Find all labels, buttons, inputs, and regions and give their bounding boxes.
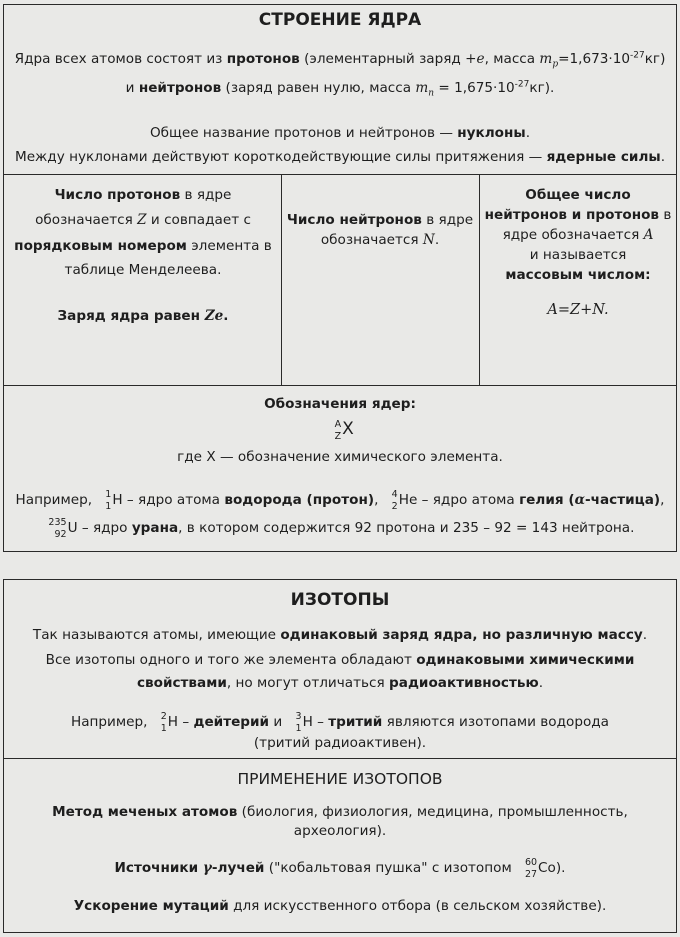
neutrons-line-1: Число нейтронов в ядре <box>286 212 474 228</box>
nuclide-symbol: 235 92 <box>48 517 67 540</box>
isotopes-line-3: свойствами, но могут отличаться радиоактивностью. <box>136 675 544 691</box>
nuclide-symbol: 1 1 <box>105 489 112 512</box>
isotopes-line-5: (тритий радиоактивен). <box>253 735 427 751</box>
example-line-2: 235 92 U – ядро урана, в котором содержится 92 протона и 235 – 92 = 143 нейтрона. <box>0 518 680 537</box>
applications-line-1: Метод меченых атомов (биология, физиология, медицина, промышленность, <box>52 804 628 820</box>
mass-formula: A=Z+N. <box>547 302 609 318</box>
nuclide-symbol: 4 2 <box>391 489 398 512</box>
isotopes-line-1: Так называются атомы, имеющие одинаковый заряд ядра, но различную массу. <box>32 627 648 643</box>
divider <box>3 174 677 175</box>
divider <box>3 385 677 386</box>
notation-title: Обозначения ядер: <box>264 396 416 412</box>
nuclide-symbol: 60 27 <box>524 857 538 880</box>
protons-line-4: таблице Менделеева. <box>64 262 222 278</box>
nucleon-line-1: Общее название протонов и нейтронов — нуклоны. <box>149 125 531 141</box>
intro-line-1: Ядра всех атомов состоят из протонов (элементарный заряд +e, масса $m_p=1,673\cdot 10^{-27}кг$) <box>14 50 666 70</box>
nuclide-symbol: 2 1 <box>160 711 167 734</box>
mass-line-2: нейтронов и протонов в <box>484 207 672 223</box>
nuclide-symbol: 3 1 <box>295 711 302 734</box>
nucleon-line-2: Между нуклонами действуют короткодействующие силы притяжения — ядерные силы. <box>14 149 666 165</box>
nuclide-symbol: A Z <box>334 419 342 442</box>
mass-line-5: массовым числом: <box>505 267 651 283</box>
applications-line-2: археология). <box>293 823 387 839</box>
isotopes-line-2: Все изотопы одного и того же элемента обладают одинаковыми химическими <box>45 652 635 668</box>
example-line-1: Например, 1 1 H – ядро атома водорода (протон), 4 2 He – ядро атома гелия (α-частица), <box>15 489 665 512</box>
applications-title: ПРИМЕНЕНИЕ ИЗОТОПОВ <box>237 770 443 788</box>
structure-title: СТРОЕНИЕ ЯДРА <box>258 10 422 30</box>
mass-line-1: Общее число <box>525 187 631 203</box>
neutrons-line-2: обозначается N. <box>320 232 440 248</box>
intro-line-2: и нейтронов (заряд равен нулю, масса $m_n = 1,675\cdot 10^{-27}кг$). <box>125 79 555 99</box>
notation-symbol: A Z X <box>0 420 680 438</box>
protons-line-2: обозначается Z и совпадает с <box>35 212 251 228</box>
applications-line-3: Источники γ-лучей ("кобальтовая пушка" с изотопом 60 27 Co). <box>114 857 566 880</box>
divider <box>3 758 677 759</box>
protons-line-3: порядковым номером элемента в <box>14 238 272 254</box>
notation-desc: где X — обозначение химического элемента. <box>177 449 503 465</box>
mass-line-3: ядре обозначается A <box>502 227 654 243</box>
applications-line-4: Ускорение мутаций для искусственного отбора (в сельском хозяйстве). <box>73 898 607 914</box>
divider <box>281 174 282 385</box>
nucleus-charge: Заряд ядра равен Ze. <box>57 308 229 324</box>
isotopes-title: ИЗОТОПЫ <box>290 590 390 610</box>
mass-line-4: и называется <box>529 247 627 263</box>
isotopes-line-4: Например, 2 1 H – дейтерий и 3 1 H – тритий являются изотопами водорода <box>70 711 610 734</box>
protons-line-1: Число протонов в ядре <box>54 187 232 203</box>
